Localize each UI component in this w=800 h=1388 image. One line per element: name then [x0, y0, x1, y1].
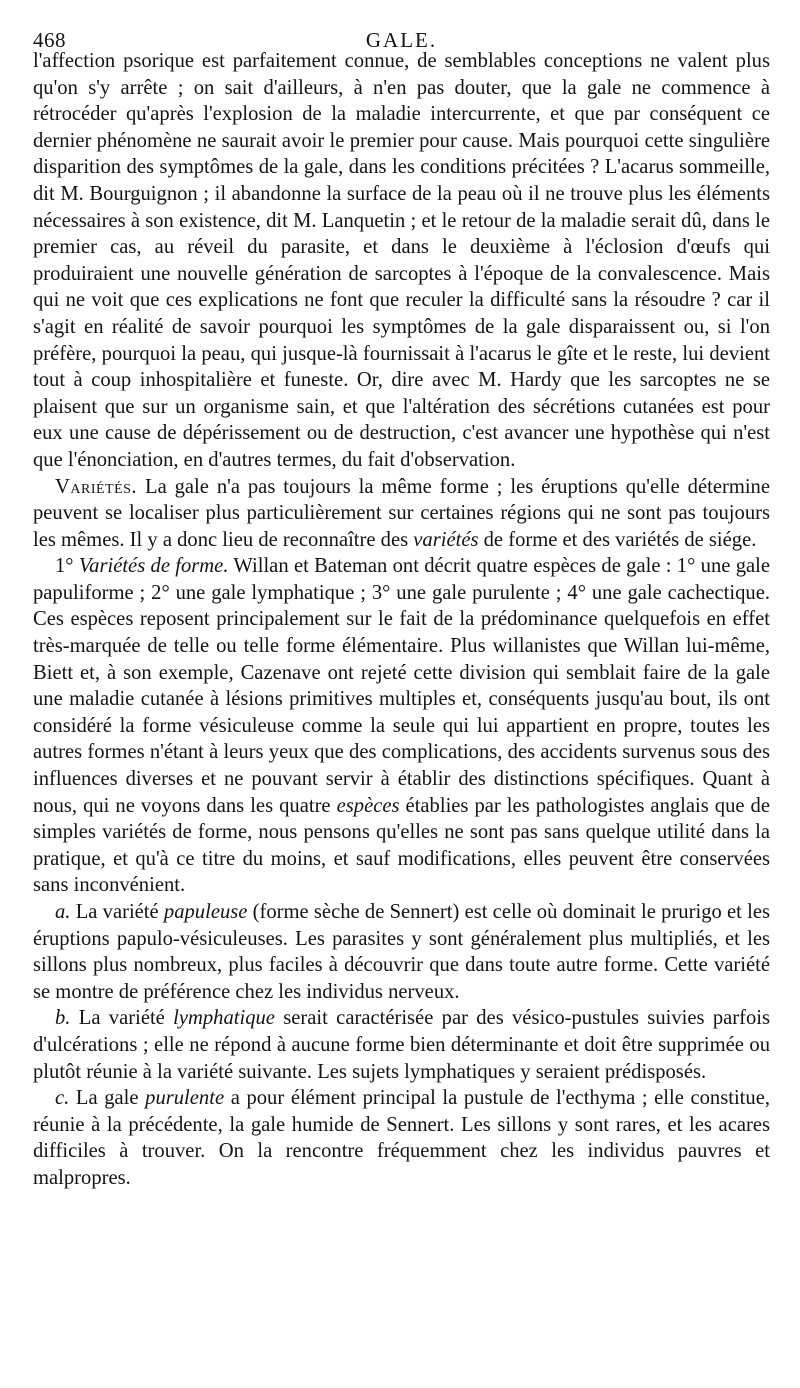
- item-letter: a.: [55, 901, 71, 923]
- subsection-heading: Variétés de forme.: [78, 555, 229, 578]
- paragraph-continuation: l'affection psorique est parfaitement connue, de semblables conceptions ne valent plus qu'on s'y arrête ; on sait d'ailleurs, à n'en pas douter, que la gale ne commence à rétrocéder qu'après l'explosion de la maladie intercurrente, et que par conséquent ce dernier phénomène ne saurait avoir le premier pour cause. Mais pourquoi cette singulière disparition des symptômes de la gale, dans les conditions précitées ? L'acarus sommeille, dit M. Bourguignon ; il abandonne la surface de la peau où il ne trouve plus les éléments nécessaires à son existence, dit M. Lanquetin ; et le retour de la maladie serait dû, dans le premier cas, au réveil du parasite, et dans le deuxième à l'éclosion d'œufs qui produiraient une nouvelle génération de sarcoptes à l'époque de la convalescence. Mais qui ne voit que ces explications ne font que reculer la difficulté sans la résoudre ? car il s'agit en réalité de savoir pourquoi les symptômes de la gale disparaissent ou, si l'on préfère, pourquoi la peau, qui jusque-là fournissait à l'acarus le gîte et le reste, lui devient tout à coup inhospitalière et funeste. Or, dire avec M. Hardy que les sarcoptes ne se plaisent que sur un organisme sain, et que l'altération des sécrétions cutanées est pour eux une cause de dépérissement ou de destruction, c'est avancer une hypothèse qui n'est que l'énonciation, en d'autres termes, du fait d'observation.: [33, 50, 770, 471]
- paragraph-variete-c: c. La gale purulente a pour élément principal la pustule de l'ecthyma ; elle constitue, réunie à la précédente, la gale humide de Sennert. Les sillons y sont rares, et les acares difficiles à trouver. On la rencontre fréquemment chez les individus pauvres et malpropres.: [33, 1087, 770, 1189]
- item-letter: c.: [55, 1087, 70, 1110]
- running-head: GALE.: [365, 28, 438, 52]
- page-header: [33, 8, 770, 52]
- body-text: [33, 48, 770, 1192]
- paragraph-variete-a: a. La variété papuleuse (forme sèche de Sennert) est celle où dominait le prurigo et les éruptions papulo-vésiculeuses. Les parasites y sont généralement plus multipliés, et les sillons plus nombreux, plus faciles à découvrir que dans toute autre forme. Cette variété se montre de préférence chez les individus nerveux.: [33, 901, 770, 1003]
- paragraph-varietes: Variétés. La gale n'a pas toujours la même forme ; les éruptions qu'elle détermine peuvent se localiser plus particulièrement sur certaines régions qui ne sont pas toujours les mêmes. Il y a donc lieu de reconnaître des variétés de forme et des variétés de siége.: [33, 475, 770, 551]
- paragraph-varietes-de-forme: 1° Variétés de forme. Willan et Bateman ont décrit quatre espèces de gale : 1° une gale papuliforme ; 2° une gale lymphatique ; 3° une gale purulente ; 4° une gale cachectique. Ces espèces reposent principalement sur le fait de la prédominance quelquefois en effet très-marquée de telle ou telle forme élémentaire. Plus willanistes que Willan lui-même, Biett et, à son exemple, Cazenave ont rejeté cette division qui semblait faire de la gale une maladie cutanée à lésions primitives multiples et, conséquents jusqu'au bout, ils ont considéré la forme vésiculeuse comme la seule qui lui appartient en propre, toutes les autres formes n'étant à leurs yeux que des complications, des accidents survenus sous des influences diverses et ne pouvant servir à établir des distinctions spécifiques. Quant à nous, qui ne voyons dans les quatre espèces établies par les pathologistes anglais que de simples variétés de forme, nous pensons qu'elles ne sont pas sans quelque utilité dans la pratique, et qu'à ce titre du moins, et sauf modifications, elles peuvent être conservées sans inconvénient.: [33, 555, 771, 897]
- section-heading-varietes: Variétés.: [55, 475, 138, 498]
- paragraph-variete-b: b. La variété lymphatique serait caractérisée par des vésico-pustules suivies parfois d'ulcérations ; elle ne répond à aucune forme bien déterminante et doit être supprimée ou plutôt réunie à la variété suivante. Les sujets lymphatiques y seraient prédisposés.: [33, 1007, 771, 1083]
- page-number: 468: [33, 28, 66, 52]
- item-letter: b.: [55, 1007, 71, 1030]
